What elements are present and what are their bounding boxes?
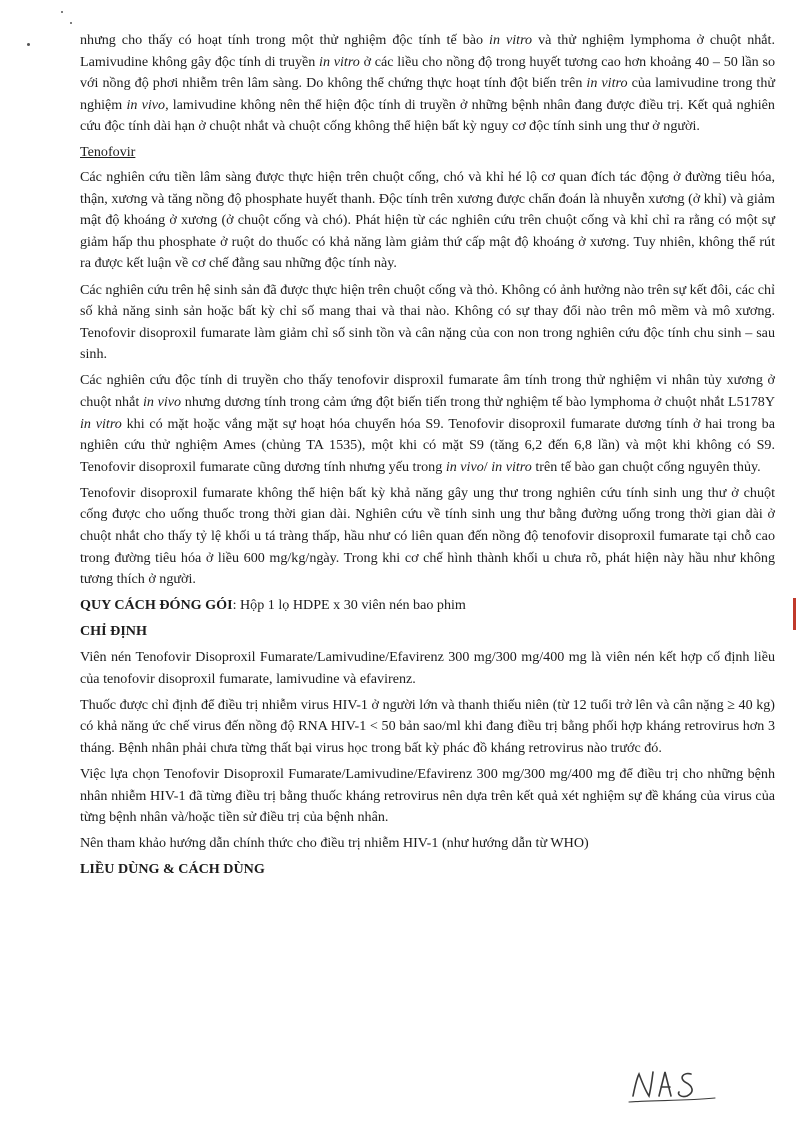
- packaging-value: : Hộp 1 lọ HDPE x 30 viên nén bao phim: [232, 597, 466, 614]
- tenofovir-subheading: Tenofovir: [80, 144, 136, 161]
- genotoxicity-paragraph: Các nghiên cứu độc tính di truyền cho thấy tenofovir disproxil fumarate âm tính trong thử nghiệm vi nhân tủy xương ở chuột nhắt in vivo nhưng dương tính trong cảm ứng đột biến tiến trong thử nghiệm tế bào lymphoma ở chuột nhắt L5178Y in vitro khi có mặt hoặc vắng mặt sự hoạt hóa chuyển hóa S9. Tenofovir disoproxil fumarate dương tính ở hai trong ba nghiên cứu thử nghiệm Ames (chủng TA 1535), một khi có mặt S9 (tăng 6,2 đến 6,8 lần) và một khi không có S9. Tenofovir disoproxil fumarate cũng dương tính nhưng yếu trong in vivo/ in vitro trên tế bào gan chuột cống nguyên thủy.: [80, 372, 776, 475]
- preclinical-paragraph: Các nghiên cứu tiền lâm sàng được thực hiện trên chuột cống, chó và khỉ hé lộ cơ quan đích tác động ở đường tiêu hóa, thận, xương và tăng nồng độ phosphate huyết thanh. Độc tính trên xương được chẩn đoán là nhuyễn xương (ở khỉ) và giảm mật độ khoáng ở xương (ở chuột cống và chó). Phát hiện từ các nghiên cứu trên chuột cống và khỉ chỉ ra rằng có một sự giảm hấp thu phosphate ở ruột do thuốc có khả năng làm giảm thứ cấp mật độ khoáng ở xương. Tuy nhiên, không thể rút ra được kết luận về cơ chế đằng sau những độc tính này.: [80, 169, 775, 272]
- scan-speck: [27, 43, 30, 46]
- indication-heading: CHỈ ĐỊNH: [80, 623, 147, 640]
- carcinogenicity-paragraph: Tenofovir disoproxil fumarate không thể hiện bất kỳ khả năng gây ung thư trong nghiên cứu tính sinh ung thư ở chuột cống được cho uống thuốc trong thời gian dài. Nghiên cứu về tính sinh ung thư bằng đường uống trong thời gian dài ở chuột nhắt cho thấy tỷ lệ khối u tá tràng thấp, hầu như có liên quan đến nồng độ tenofovir disoproxil fumarate tại chỗ cao trong đường tiêu hóa ở liều 600 mg/kg/ngày. Trong khi cơ chế hình thành khối u chưa rõ, phát hiện này hầu như không tương thích ở người.: [80, 484, 775, 588]
- scan-speck: [70, 22, 72, 24]
- dosage-heading: LIỀU DÙNG & CÁCH DÙNG: [80, 861, 265, 878]
- indication-paragraph-3: Việc lựa chọn Tenofovir Disoproxil Fumarate/Lamivudine/Efavirenz 300 mg/300 mg/400 mg để điều trị cho những bệnh nhân nhiễm HIV-1 đã từng điều trị bằng thuốc kháng retrovirus nên dựa trên kết quả xét nghiệm sự đề kháng của virus của từng bệnh nhân và/hoặc tiền sử điều trị của bệnh nhân.: [80, 766, 775, 826]
- indication-paragraph-1: Viên nén Tenofovir Disoproxil Fumarate/Lamivudine/Efavirenz 300 mg/300 mg/400 mg là viên nén kết hợp cố định liều của tenofovir disoproxil fumarate, lamivudine và efavirenz.: [80, 649, 775, 687]
- packaging-line: [80, 595, 775, 617]
- scan-edge-mark: [793, 598, 796, 612]
- handwritten-signature: [625, 1060, 720, 1110]
- packaging-label: QUY CÁCH ĐÓNG GÓI: [80, 597, 233, 614]
- indication-paragraph-4: Nên tham khảo hướng dẫn chính thức cho điều trị nhiễm HIV-1 (như hướng dẫn từ WHO): [80, 835, 589, 852]
- lamivudine-toxicity-paragraph: nhưng cho thấy có hoạt tính trong một thử nghiệm độc tính tế bào in vitro và thử nghiệm lymphoma ở chuột nhắt. Lamivudine không gây độc tính di truyền in vitro ở các liều cho nồng độ trong huyết tương cao hơn khoảng 40 – 50 lần so với nồng độ phơi nhiễm trên lâm sàng. Do không thể chứng thực hoạt tính đột biến trên in vitro của lamivudine trong thử nghiệm in vivo, lamivudine không nên thể hiện độc tính di truyền ở những bệnh nhân đang được điều trị. Kết quả nghiên cứu độc tính dài hạn ở chuột nhắt và chuột cống không thể hiện bất kỳ nguy cơ độc tính sinh ung thư ở người.: [80, 32, 775, 135]
- document-page: [80, 30, 775, 885]
- reproductive-paragraph: Các nghiên cứu trên hệ sinh sản đã được thực hiện trên chuột cống và thỏ. Không có ảnh hưởng nào trên sự kết đôi, các chỉ số khả năng sinh sản hoặc bất kỳ chỉ số mang thai và thai nào. Không có sự thay đổi nào trên mô mềm và mô xương. Tenofovir disoproxil fumarate làm giảm chỉ số sinh tồn và cân nặng của con non trong nghiên cứu độc tính chu sinh – sau sinh.: [80, 281, 775, 363]
- scan-edge-mark: [793, 612, 796, 630]
- indication-paragraph-2: Thuốc được chỉ định để điều trị nhiễm virus HIV-1 ở người lớn và thanh thiếu niên (từ 12 tuổi trở lên và cân nặng ≥ 40 kg) có khả năng ức chế virus đến nồng độ RNA HIV-1 < 50 bản sao/ml khi đang điều trị bằng phối hợp kháng retrovirus hơn 3 tháng. Bệnh nhân phải chưa từng thất bại virus học trong bất kỳ phác đồ kháng retrovirus nào trước đó.: [80, 696, 775, 756]
- scan-speck: [61, 11, 63, 13]
